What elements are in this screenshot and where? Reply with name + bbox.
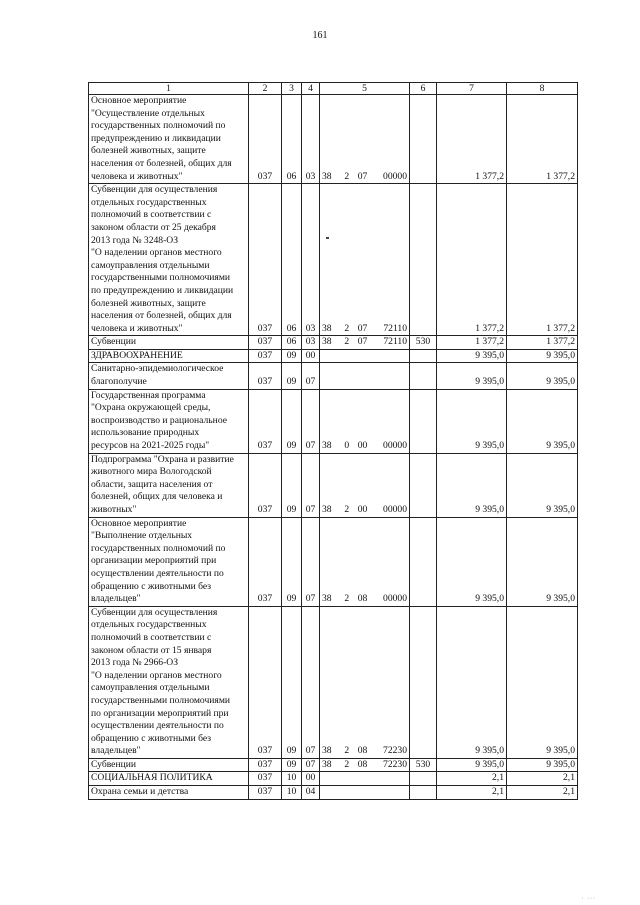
table-row <box>89 786 578 800</box>
target-article-part-4: 72230 <box>383 745 408 757</box>
target-article-part-3: 08 <box>357 593 368 605</box>
row-subsection-code: 07 <box>302 758 320 772</box>
row-admin-code: 037 <box>249 349 282 363</box>
header-cell-2: 2 <box>249 83 282 95</box>
table-header-row <box>89 83 578 95</box>
table-row <box>89 606 578 758</box>
target-article-part-1: 38 <box>322 170 332 182</box>
row-admin-code: 037 <box>249 606 282 758</box>
row-expense-type <box>410 389 437 453</box>
row-amount-8: 9 395,0 <box>507 389 578 453</box>
page-number: 161 <box>312 30 328 41</box>
target-article-part-3: 07 <box>357 322 368 334</box>
row-name-cell <box>89 184 249 336</box>
row-expense-type <box>410 786 437 800</box>
row-expense-type: 530 <box>410 336 437 350</box>
target-article-part-4: 00000 <box>383 170 408 182</box>
row-target-article <box>320 95 410 184</box>
row-name-text: ЗДРАВООХРАНЕНИЕ <box>91 349 183 361</box>
row-section-code: 10 <box>282 772 302 786</box>
table-row <box>89 184 578 336</box>
row-amount-8: 1 377,2 <box>507 184 578 336</box>
row-target-article <box>320 772 410 786</box>
row-expense-type <box>410 95 437 184</box>
header-cell-1: 1 <box>89 83 249 95</box>
target-article-parts <box>322 759 407 772</box>
target-article-part-2: 0 <box>344 440 350 452</box>
row-name-text: Субвенции для осуществления отдельных государственных полномочий в соответствии с законом области от 15 января 2013 года № 2966-ОЗ "О наделении органов местного самоуправления отдельными государственными полномочиями по организации мероприятий при осуществлении деятельности по обращению с животными без владельцев" <box>91 606 231 757</box>
row-admin-code: 037 <box>249 772 282 786</box>
row-name-text: Охрана семьи и детства <box>91 786 189 798</box>
row-target-article <box>320 758 410 772</box>
header-cell-5: 5 <box>320 83 410 95</box>
target-article-part-4: 00000 <box>383 504 408 515</box>
row-name-text: Основное мероприятие "Выполнение отдельных государственных полномочий по организации мероприятий при осуществлении деятельности по обращению с животными без владельцев" <box>91 517 226 605</box>
row-expense-type <box>410 184 437 336</box>
row-subsection-code: 04 <box>302 786 320 800</box>
row-section-code: 09 <box>282 389 302 453</box>
row-target-article <box>320 517 410 606</box>
row-target-article <box>320 349 410 363</box>
row-name-text: Государственная программа "Охрана окружающей среды, воспроизводство и рациональное использование природных ресурсов на 2021-2025 годы" <box>91 389 227 452</box>
row-name-cell <box>89 363 249 389</box>
row-admin-code: 037 <box>249 336 282 350</box>
row-amount-7: 9 395,0 <box>437 758 507 772</box>
target-article-part-1: 38 <box>322 322 332 334</box>
header-cell-6: 6 <box>410 83 437 95</box>
row-expense-type <box>410 517 437 606</box>
table-row <box>89 758 578 772</box>
row-name-cell <box>89 786 249 800</box>
row-section-code: 09 <box>282 517 302 606</box>
row-amount-7: 9 395,0 <box>437 349 507 363</box>
table-row <box>89 389 578 453</box>
table-row <box>89 349 578 363</box>
row-subsection-code: 03 <box>302 184 320 336</box>
budget-table <box>88 82 578 800</box>
row-target-article <box>320 606 410 758</box>
target-article-parts <box>322 593 407 606</box>
row-section-code: 06 <box>282 184 302 336</box>
row-admin-code: 037 <box>249 517 282 606</box>
scan-mark <box>326 237 329 239</box>
row-target-article <box>320 786 410 800</box>
target-article-part-3: 00 <box>357 440 368 452</box>
row-amount-8: 2,1 <box>507 786 578 800</box>
target-article-part-2: 2 <box>344 504 350 515</box>
row-admin-code: 037 <box>249 453 282 517</box>
target-article-part-1: 38 <box>322 593 332 605</box>
row-expense-type <box>410 349 437 363</box>
row-name-cell <box>89 772 249 786</box>
target-article-part-2: 2 <box>344 336 350 348</box>
row-name-cell <box>89 95 249 184</box>
target-article-part-4: 72230 <box>383 758 408 770</box>
row-name-text: Санитарно-эпидемиологическое благополучие <box>91 363 224 388</box>
row-subsection-code: 03 <box>302 95 320 184</box>
row-target-article <box>320 336 410 350</box>
target-article-part-2: 2 <box>344 758 350 770</box>
target-article-part-1: 38 <box>322 440 332 452</box>
target-article-part-2: 2 <box>344 170 350 182</box>
row-subsection-code: 07 <box>302 363 320 389</box>
row-target-article <box>320 184 410 336</box>
target-article-part-3: 07 <box>357 336 368 348</box>
table-row <box>89 363 578 389</box>
row-amount-7: 9 395,0 <box>437 389 507 453</box>
row-name-cell <box>89 336 249 350</box>
table-row <box>89 336 578 350</box>
row-expense-type: 530 <box>410 758 437 772</box>
target-article-parts <box>322 336 407 349</box>
row-name-text: Основное мероприятие "Осуществление отдельных государственных полномочий по предупреждению и ликвидации болезней животных, защите населения от болезней, общих для человека и животных" <box>91 95 232 182</box>
header-cell-4: 4 <box>302 83 320 95</box>
row-amount-7: 1 377,2 <box>437 336 507 350</box>
scan-corner-mark: · ··· <box>581 896 596 902</box>
target-article-part-2: 2 <box>344 745 350 757</box>
row-admin-code: 037 <box>249 95 282 184</box>
row-amount-7: 1 377,2 <box>437 184 507 336</box>
row-amount-8: 1 377,2 <box>507 336 578 350</box>
target-article-part-4: 00000 <box>383 440 408 452</box>
row-target-article <box>320 363 410 389</box>
target-article-parts <box>322 440 407 453</box>
row-amount-7: 9 395,0 <box>437 453 507 517</box>
row-section-code: 09 <box>282 758 302 772</box>
target-article-part-4: 72110 <box>383 322 408 334</box>
table-row <box>89 453 578 517</box>
row-section-code: 06 <box>282 95 302 184</box>
row-subsection-code: 03 <box>302 336 320 350</box>
row-expense-type <box>410 772 437 786</box>
target-article-part-3: 08 <box>357 745 368 757</box>
row-amount-8: 9 395,0 <box>507 453 578 517</box>
target-article-part-1: 38 <box>322 758 332 770</box>
row-expense-type <box>410 606 437 758</box>
row-admin-code: 037 <box>249 363 282 389</box>
row-name-cell <box>89 758 249 772</box>
row-name-text: Субвенции <box>91 336 136 348</box>
row-amount-8: 9 395,0 <box>507 349 578 363</box>
target-article-part-3: 08 <box>357 758 368 770</box>
row-expense-type <box>410 453 437 517</box>
row-amount-7: 9 395,0 <box>437 363 507 389</box>
row-subsection-code: 00 <box>302 772 320 786</box>
target-article-part-1: 38 <box>322 745 332 757</box>
row-name-text: СОЦИАЛЬНАЯ ПОЛИТИКА <box>91 772 213 784</box>
row-target-article <box>320 453 410 517</box>
target-article-part-4: 00000 <box>383 593 408 605</box>
row-target-article <box>320 389 410 453</box>
row-amount-7: 9 395,0 <box>437 606 507 758</box>
target-article-parts <box>322 323 407 336</box>
target-article-part-1: 38 <box>322 504 332 515</box>
row-amount-8: 9 395,0 <box>507 606 578 758</box>
row-amount-7: 9 395,0 <box>437 517 507 606</box>
target-article-part-1: 38 <box>322 336 332 348</box>
header-cell-7: 7 <box>437 83 507 95</box>
target-article-parts <box>322 745 407 758</box>
table-row <box>89 517 578 606</box>
row-name-cell <box>89 453 249 517</box>
row-name-cell <box>89 606 249 758</box>
row-admin-code: 037 <box>249 184 282 336</box>
row-admin-code: 037 <box>249 786 282 800</box>
row-amount-8: 2,1 <box>507 772 578 786</box>
row-name-text: Подпрограмма "Охрана и развитие животного мира Вологодской области, защита населения от болезней, общих для человека и животных" <box>91 453 234 515</box>
row-amount-7: 1 377,2 <box>437 95 507 184</box>
row-subsection-code: 07 <box>302 389 320 453</box>
header-cell-8: 8 <box>507 83 578 95</box>
row-section-code: 06 <box>282 336 302 350</box>
row-amount-7: 2,1 <box>437 772 507 786</box>
row-amount-8: 1 377,2 <box>507 95 578 184</box>
row-subsection-code: 00 <box>302 349 320 363</box>
row-admin-code: 037 <box>249 758 282 772</box>
row-expense-type <box>410 363 437 389</box>
row-section-code: 09 <box>282 453 302 517</box>
row-amount-8: 9 395,0 <box>507 758 578 772</box>
row-name-text: Субвенции для осуществления отдельных государственных полномочий в соответствии с законом области от 25 декабря 2013 года № 3248-ОЗ "О наделении органов местного самоуправления отдельными государственными полномочиями по предупреждению и ликвидации болезней животных, защите населения от болезней, общих для человека и животных" <box>91 184 234 334</box>
target-article-part-3: 07 <box>357 170 368 182</box>
target-article-part-3: 00 <box>357 504 368 515</box>
table-row <box>89 772 578 786</box>
row-section-code: 09 <box>282 363 302 389</box>
table-row <box>89 95 578 184</box>
row-subsection-code: 07 <box>302 606 320 758</box>
row-section-code: 09 <box>282 606 302 758</box>
row-name-cell <box>89 517 249 606</box>
header-cell-3: 3 <box>282 83 302 95</box>
row-section-code: 10 <box>282 786 302 800</box>
target-article-part-2: 2 <box>344 322 350 334</box>
row-admin-code: 037 <box>249 389 282 453</box>
target-article-parts <box>322 504 407 517</box>
row-section-code: 09 <box>282 349 302 363</box>
target-article-part-2: 2 <box>344 593 350 605</box>
row-amount-7: 2,1 <box>437 786 507 800</box>
target-article-part-4: 72110 <box>383 336 408 348</box>
target-article-parts <box>322 171 407 184</box>
row-amount-8: 9 395,0 <box>507 517 578 606</box>
row-amount-8: 9 395,0 <box>507 363 578 389</box>
row-name-text: Субвенции <box>91 758 136 770</box>
row-subsection-code: 07 <box>302 453 320 517</box>
row-name-cell <box>89 349 249 363</box>
row-subsection-code: 07 <box>302 517 320 606</box>
row-name-cell <box>89 389 249 453</box>
